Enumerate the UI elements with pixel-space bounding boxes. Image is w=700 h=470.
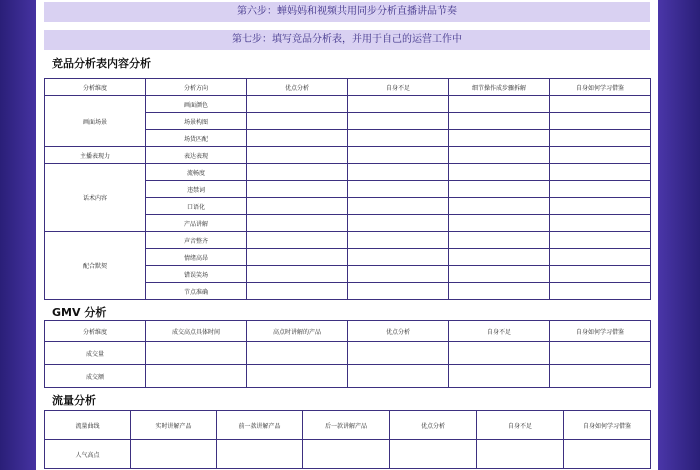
empty-cell[interactable] xyxy=(449,342,550,365)
empty-cell[interactable] xyxy=(348,232,449,249)
empty-cell[interactable] xyxy=(348,249,449,266)
row-label-cell: 成交量 xyxy=(45,342,146,365)
empty-cell[interactable] xyxy=(550,96,651,113)
empty-cell[interactable] xyxy=(348,342,449,365)
empty-cell[interactable] xyxy=(247,96,348,113)
table-row xyxy=(45,342,651,365)
empty-cell[interactable] xyxy=(449,215,550,232)
empty-cell[interactable] xyxy=(303,440,390,469)
empty-cell[interactable] xyxy=(449,96,550,113)
empty-cell[interactable] xyxy=(348,283,449,300)
header-cell: 自身不足 xyxy=(477,411,564,440)
header-cell: 细节操作成步骤拆解 xyxy=(449,79,550,96)
table-row xyxy=(45,96,651,113)
empty-cell[interactable] xyxy=(550,164,651,181)
header-cell: 分析维度 xyxy=(45,79,146,96)
table-header-row xyxy=(45,321,651,342)
header-cell: 自身不足 xyxy=(348,79,449,96)
dimension-cell: 话术内容 xyxy=(45,164,146,232)
empty-cell[interactable] xyxy=(550,147,651,164)
direction-cell: 流畅度 xyxy=(146,164,247,181)
empty-cell[interactable] xyxy=(550,215,651,232)
empty-cell[interactable] xyxy=(449,130,550,147)
empty-cell[interactable] xyxy=(247,342,348,365)
dimension-cell: 画面场景 xyxy=(45,96,146,147)
empty-cell[interactable] xyxy=(247,181,348,198)
table-header-row xyxy=(45,79,651,96)
empty-cell[interactable] xyxy=(247,198,348,215)
empty-cell[interactable] xyxy=(247,365,348,388)
header-cell: 自身如何学习借鉴 xyxy=(550,79,651,96)
empty-cell[interactable] xyxy=(449,181,550,198)
empty-cell[interactable] xyxy=(449,365,550,388)
header-cell: 成交高点具体时间 xyxy=(146,321,247,342)
gmv-section-title: GMV 分析 xyxy=(52,306,107,319)
direction-cell: 产品讲解 xyxy=(146,215,247,232)
gmv-analysis-table xyxy=(44,320,651,388)
empty-cell[interactable] xyxy=(348,266,449,283)
empty-cell[interactable] xyxy=(449,113,550,130)
empty-cell[interactable] xyxy=(348,113,449,130)
empty-cell[interactable] xyxy=(550,232,651,249)
empty-cell[interactable] xyxy=(390,440,477,469)
step-six-banner: 第六步：蝉妈妈和视频共用同步分析直播讲品节奏 xyxy=(44,2,650,23)
header-cell: 自身不足 xyxy=(449,321,550,342)
empty-cell[interactable] xyxy=(348,96,449,113)
header-cell: 优点分析 xyxy=(247,79,348,96)
header-cell: 优点分析 xyxy=(390,411,477,440)
direction-cell: 声音整齐 xyxy=(146,232,247,249)
direction-cell: 情绪高昂 xyxy=(146,249,247,266)
empty-cell[interactable] xyxy=(348,365,449,388)
direction-cell: 错误笑场 xyxy=(146,266,247,283)
empty-cell[interactable] xyxy=(564,440,651,469)
direction-cell: 画面颜色 xyxy=(146,96,247,113)
table-row xyxy=(45,365,651,388)
empty-cell[interactable] xyxy=(550,342,651,365)
empty-cell[interactable] xyxy=(146,342,247,365)
direction-cell: 场景构图 xyxy=(146,113,247,130)
empty-cell[interactable] xyxy=(477,440,564,469)
empty-cell[interactable] xyxy=(247,164,348,181)
dimension-cell: 主播表现力 xyxy=(45,147,146,164)
empty-cell[interactable] xyxy=(550,283,651,300)
empty-cell[interactable] xyxy=(550,266,651,283)
empty-cell[interactable] xyxy=(217,440,303,469)
empty-cell[interactable] xyxy=(348,164,449,181)
table-row xyxy=(45,147,651,164)
direction-cell: 场货匹配 xyxy=(146,130,247,147)
empty-cell[interactable] xyxy=(550,181,651,198)
document-page xyxy=(36,0,658,470)
empty-cell[interactable] xyxy=(247,113,348,130)
header-cell: 后一款讲解产品 xyxy=(303,411,390,440)
header-cell: 流量曲线 xyxy=(45,411,131,440)
header-cell: 实时讲解产品 xyxy=(131,411,217,440)
empty-cell[interactable] xyxy=(131,440,217,469)
empty-cell[interactable] xyxy=(550,365,651,388)
empty-cell[interactable] xyxy=(550,249,651,266)
header-cell: 分析方向 xyxy=(146,79,247,96)
direction-cell: 表达表现 xyxy=(146,147,247,164)
table-row xyxy=(45,232,651,249)
competitor-section-title: 竞品分析表内容分析 xyxy=(52,57,151,70)
direction-cell: 口语化 xyxy=(146,198,247,215)
row-label-cell: 成交额 xyxy=(45,365,146,388)
traffic-section-title: 流量分析 xyxy=(52,394,96,407)
direction-cell: 违禁词 xyxy=(146,181,247,198)
empty-cell[interactable] xyxy=(348,130,449,147)
table-row xyxy=(45,164,651,181)
empty-cell[interactable] xyxy=(449,283,550,300)
empty-cell[interactable] xyxy=(247,130,348,147)
empty-cell[interactable] xyxy=(247,215,348,232)
empty-cell[interactable] xyxy=(550,130,651,147)
empty-cell[interactable] xyxy=(247,147,348,164)
empty-cell[interactable] xyxy=(449,266,550,283)
header-cell: 分析维度 xyxy=(45,321,146,342)
table-header-row xyxy=(45,411,651,440)
empty-cell[interactable] xyxy=(348,198,449,215)
empty-cell[interactable] xyxy=(449,198,550,215)
empty-cell[interactable] xyxy=(146,365,247,388)
empty-cell[interactable] xyxy=(247,232,348,249)
direction-cell: 节点准确 xyxy=(146,283,247,300)
header-cell: 自身如何学习借鉴 xyxy=(550,321,651,342)
header-cell: 自身如何学习借鉴 xyxy=(564,411,651,440)
empty-cell[interactable] xyxy=(247,266,348,283)
table-row xyxy=(45,440,651,469)
step-seven-banner: 第七步：填写竞品分析表，并用于自己的运营工作中 xyxy=(44,30,650,51)
row-label-cell: 人气高点 xyxy=(45,440,131,469)
empty-cell[interactable] xyxy=(550,113,651,130)
empty-cell[interactable] xyxy=(348,215,449,232)
header-cell: 前一款讲解产品 xyxy=(217,411,303,440)
competitor-analysis-table xyxy=(44,78,651,300)
traffic-analysis-table xyxy=(44,410,651,469)
empty-cell[interactable] xyxy=(449,249,550,266)
header-cell: 高点时讲解的产品 xyxy=(247,321,348,342)
empty-cell[interactable] xyxy=(550,198,651,215)
empty-cell[interactable] xyxy=(348,147,449,164)
empty-cell[interactable] xyxy=(247,249,348,266)
empty-cell[interactable] xyxy=(247,283,348,300)
empty-cell[interactable] xyxy=(449,147,550,164)
dimension-cell: 配合默契 xyxy=(45,232,146,300)
empty-cell[interactable] xyxy=(449,232,550,249)
empty-cell[interactable] xyxy=(449,164,550,181)
header-cell: 优点分析 xyxy=(348,321,449,342)
empty-cell[interactable] xyxy=(348,181,449,198)
